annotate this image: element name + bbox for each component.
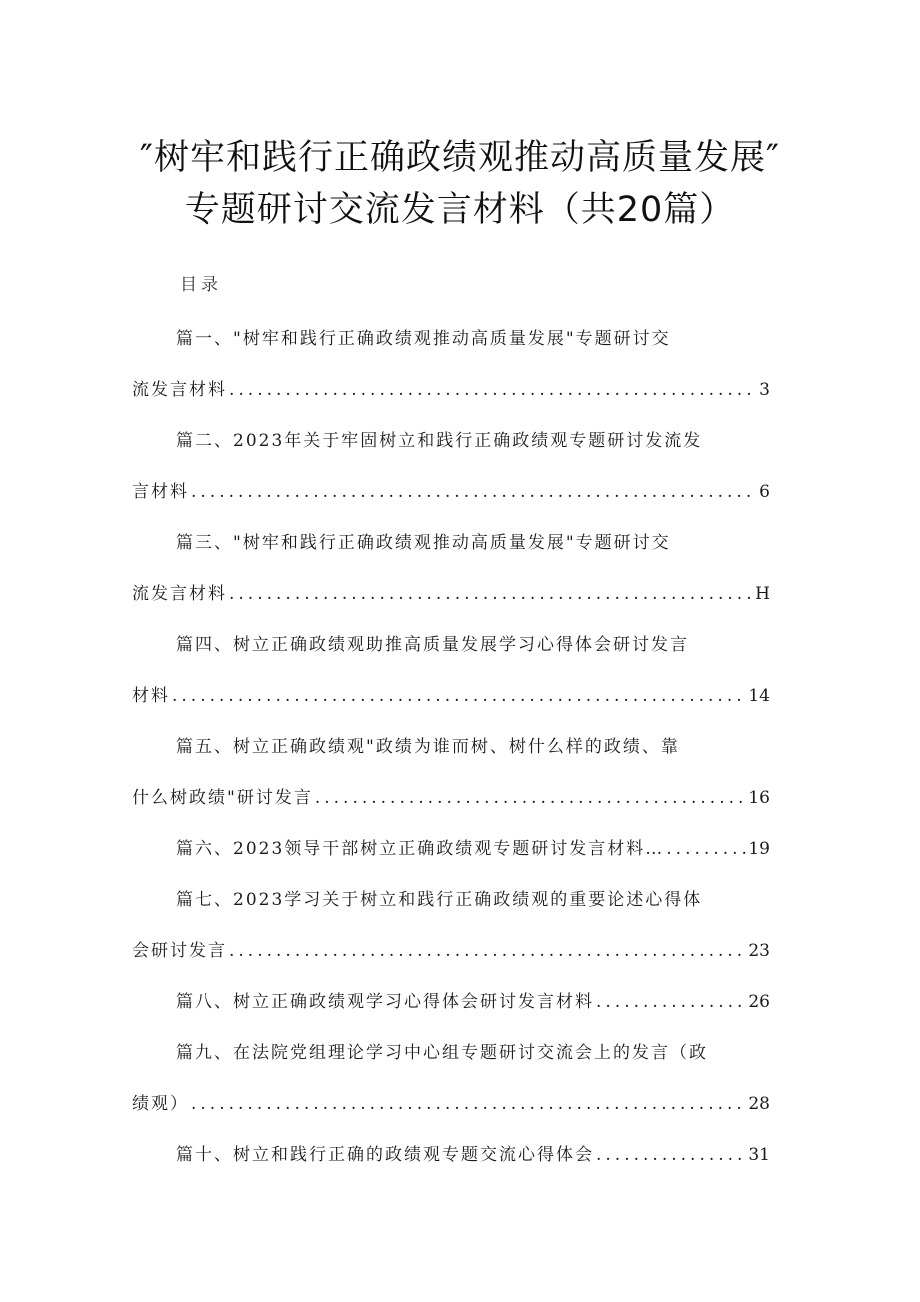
toc-page-number: 19 <box>748 839 770 859</box>
toc-entry-5-line-1[interactable]: 篇五、树立正确政绩观"政绩为谁而树、树什么样的政绩、靠 <box>176 737 680 757</box>
toc-entry-1-line-2[interactable] <box>132 375 770 400</box>
toc-entry-2-line-2[interactable] <box>132 477 770 502</box>
toc-entry-9-line-2[interactable] <box>132 1089 770 1114</box>
document-title-line-2: 专题研讨交流发言材料（共20篇） <box>184 190 736 230</box>
toc-entry-text: 流发言材料 <box>132 380 227 400</box>
toc-entry-text: 流发言材料 <box>132 584 227 604</box>
dot-leader <box>229 584 753 604</box>
toc-entry-text: 绩观） <box>132 1094 189 1114</box>
toc-entry-text: 言材料 <box>132 482 189 502</box>
document-title-line-1: ″树牢和践行正确政绩观推动高质量发展″ <box>139 138 781 178</box>
toc-entry-9-line-1[interactable]: 篇九、在法院党组理论学习中心组专题研讨交流会上的发言（政 <box>176 1043 708 1063</box>
toc-entry-6[interactable] <box>176 834 770 859</box>
toc-heading: 目录 <box>180 275 222 295</box>
toc-page-number: 16 <box>748 788 770 808</box>
dot-leader <box>596 1145 746 1165</box>
toc-entry-4-line-2[interactable] <box>132 681 770 706</box>
toc-page-number: 6 <box>759 482 770 502</box>
toc-entry-text: 材料 <box>132 686 170 706</box>
toc-entry-text: 篇八、树立正确政绩观学习心得体会研讨发言材料 <box>176 992 594 1012</box>
dot-leader <box>229 941 746 961</box>
dot-leader <box>191 1094 746 1114</box>
toc-page-number: 14 <box>748 686 770 706</box>
toc-entry-10[interactable] <box>176 1140 770 1165</box>
dot-leader <box>596 992 746 1012</box>
dot-leader <box>229 380 757 400</box>
toc-page-number: 26 <box>748 992 770 1012</box>
toc-entry-text: 篇十、树立和践行正确的政绩观专题交流心得体会 <box>176 1145 594 1165</box>
toc-page-number: H <box>755 584 770 604</box>
toc-entry-3-line-1[interactable]: 篇三、"树牢和践行正确政绩观推动高质量发展"专题研讨交 <box>176 533 671 553</box>
toc-entry-text: 什么树政绩"研讨发言 <box>132 788 313 808</box>
toc-entry-8[interactable] <box>176 987 770 1012</box>
toc-entry-5-line-2[interactable] <box>132 783 770 808</box>
dot-leader <box>666 839 746 859</box>
toc-entry-text: 会研讨发言 <box>132 941 227 961</box>
toc-page-number: 3 <box>759 380 770 400</box>
toc-page-number: 31 <box>748 1145 770 1165</box>
toc-entry-3-line-2[interactable] <box>132 579 770 604</box>
toc-entry-1-line-1[interactable]: 篇一、"树牢和践行正确政绩观推动高质量发展"专题研讨交 <box>176 329 671 349</box>
toc-entry-7-line-2[interactable] <box>132 936 770 961</box>
toc-entry-4-line-1[interactable]: 篇四、树立正确政绩观助推高质量发展学习心得体会研讨发言 <box>176 635 689 655</box>
toc-entry-7-line-1[interactable]: 篇七、2023学习关于树立和践行正确政绩观的重要论述心得体 <box>176 890 703 910</box>
dot-leader <box>315 788 747 808</box>
toc-entry-2-line-1[interactable]: 篇二、2023年关于牢固树立和践行正确政绩观专题研讨发流发 <box>176 431 703 451</box>
dot-leader <box>172 686 746 706</box>
dot-leader <box>191 482 757 502</box>
toc-page-number: 23 <box>748 941 770 961</box>
toc-page-number: 28 <box>748 1094 770 1114</box>
toc-entry-text: 篇六、2023领导干部树立正确政绩观专题研讨发言材料… <box>176 839 665 859</box>
